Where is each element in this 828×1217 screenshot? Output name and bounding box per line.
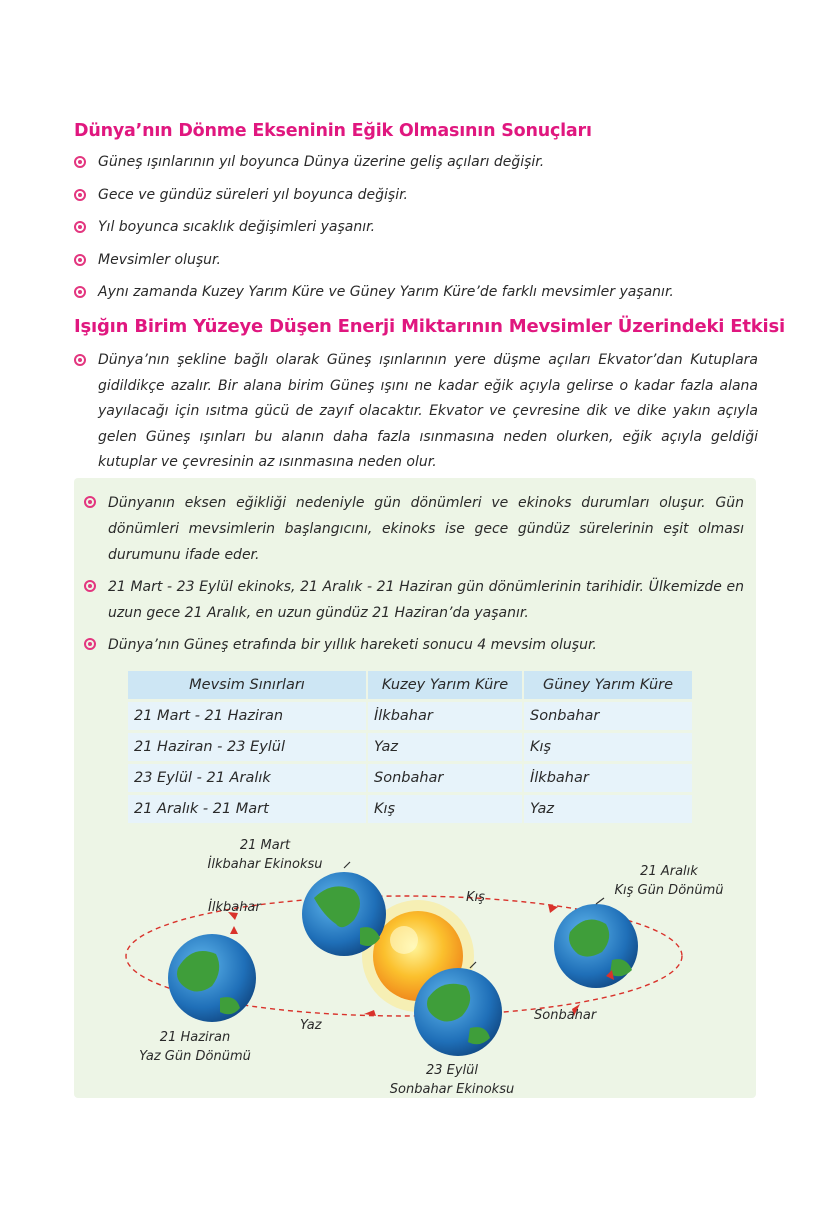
table-cell: 21 Haziran - 23 Eylül — [128, 733, 366, 761]
list-item — [74, 280, 754, 304]
table-cell: Sonbahar — [368, 764, 522, 792]
bullet-icon — [74, 221, 86, 233]
earth-june-icon — [168, 926, 256, 1022]
bullet-icon — [84, 496, 96, 508]
june-date: 21 Haziran — [159, 1030, 231, 1045]
table-row — [128, 795, 692, 823]
section-1-title: Dünya’nın Dönme Ekseninin Eğik Olmasının Sonuçları — [74, 121, 592, 141]
table-cell: 23 Eylül - 21 Aralık — [128, 764, 366, 792]
list-item-text: 21 Mart - 23 Eylül ekinoks, 21 Aralık - 21 Haziran gün dönümlerinin tarihidir. Ülkemizde en uzun gece 21 Aralık, en uzun gündüz 21 Haziran’da yaşanır. — [108, 579, 744, 621]
bullet-icon — [74, 189, 86, 201]
table-header-row — [128, 671, 692, 699]
info-box-list — [84, 490, 744, 664]
september-date: 23 Eylül — [425, 1063, 479, 1078]
list-item-text: Mevsimler oluşur. — [98, 251, 221, 268]
table-cell: Yaz — [524, 795, 692, 823]
list-item — [74, 348, 758, 476]
list-item — [74, 150, 754, 174]
seasons-table — [126, 668, 694, 826]
bullet-icon — [84, 580, 96, 592]
december-name: Kış Gün Dönümü — [614, 883, 724, 898]
june-name: Yaz Gün Dönümü — [139, 1049, 251, 1064]
label-december — [604, 862, 734, 900]
list-item-text: Gece ve gündüz süreleri yıl boyunca değişir. — [98, 186, 409, 203]
table-cell: 21 Aralık - 21 Mart — [128, 795, 366, 823]
section-1-list — [74, 150, 754, 313]
table-cell: Sonbahar — [524, 702, 692, 730]
list-item-text: Dünya’nın Güneş etrafında bir yıllık hareketi sonucu 4 mevsim oluşur. — [108, 637, 597, 653]
list-item — [84, 490, 744, 568]
march-date: 21 Mart — [239, 838, 291, 853]
label-autumn: Sonbahar — [534, 1008, 597, 1023]
label-march — [190, 836, 340, 874]
label-summer: Yaz — [300, 1018, 322, 1033]
bullet-icon — [74, 156, 86, 168]
bullet-icon — [74, 354, 86, 366]
label-june — [130, 1028, 260, 1066]
march-name: İlkbahar Ekinoksu — [207, 857, 323, 872]
list-item — [84, 574, 744, 626]
list-item-text: Yıl boyunca sıcaklık değişimleri yaşanır. — [98, 219, 376, 235]
bullet-icon — [84, 638, 96, 650]
table-row — [128, 764, 692, 792]
list-item — [84, 632, 744, 658]
table-cell: İlkbahar — [524, 764, 692, 792]
table-cell: Kış — [368, 795, 522, 823]
table-row — [128, 733, 692, 761]
table-header-cell: Kuzey Yarım Küre — [368, 671, 522, 699]
bullet-icon — [74, 254, 86, 266]
earth-december-icon — [554, 898, 638, 988]
table-cell: 21 Mart - 21 Haziran — [128, 702, 366, 730]
september-name: Sonbahar Ekinoksu — [389, 1082, 515, 1097]
list-item-text: Dünyanın eksen eğikliği nedeniyle gün dönümleri ve ekinoks durumları oluşur. Gün dönümleri mevsimlerin başlangıcını, ekinoks ise gece gündüz sürelerinin eşit olması durumunu ifade eder. — [108, 495, 744, 563]
table-cell: Kış — [524, 733, 692, 761]
table-row — [128, 702, 692, 730]
list-item-text: Güneş ışınlarının yıl boyunca Dünya üzerine geliş açıları değişir. — [98, 154, 545, 170]
list-item — [74, 215, 754, 239]
list-item — [74, 248, 754, 272]
label-september — [380, 1061, 524, 1099]
section-2-title: Işığın Birim Yüzeye Düşen Enerji Miktarının Mevsimler Üzerindeki Etkisi — [74, 316, 785, 337]
december-date: 21 Aralık — [640, 864, 698, 879]
list-item-text: Aynı zamanda Kuzey Yarım Küre ve Güney Yarım Küre’de farklı mevsimler yaşanır. — [98, 284, 674, 300]
table-header-cell: Güney Yarım Küre — [524, 671, 692, 699]
label-winter: Kış — [466, 890, 485, 905]
table-cell: İlkbahar — [368, 702, 522, 730]
bullet-icon — [74, 286, 86, 298]
section-2-list — [74, 348, 758, 476]
earth-march-icon — [302, 862, 386, 956]
list-item — [74, 183, 754, 207]
orbit-diagram — [74, 828, 756, 1098]
section-2-paragraph: Dünya’nın şekline bağlı olarak Güneş ışınlarının yere düşme açıları Ekvator’dan Kutuplara gidildikçe azalır. Bir alana birim Güneş ışını ne kadar eğik açıyla gelirse o kadar fazla alana yayılacağı için ısıtma gücü de zayıf olacaktır. Ekvator ve çevresine dik ve dike yakın açıyla gelen Güneş ışınları bu alanın daha fazla ısınmasına neden olurken, eğik açıyla geldiği kutuplar ve çevresinin az ısınmasına neden olur. — [98, 352, 758, 470]
table-header-cell: Mevsim Sınırları — [128, 671, 366, 699]
table-cell: Yaz — [368, 733, 522, 761]
label-spring: İlkbahar — [208, 900, 261, 915]
